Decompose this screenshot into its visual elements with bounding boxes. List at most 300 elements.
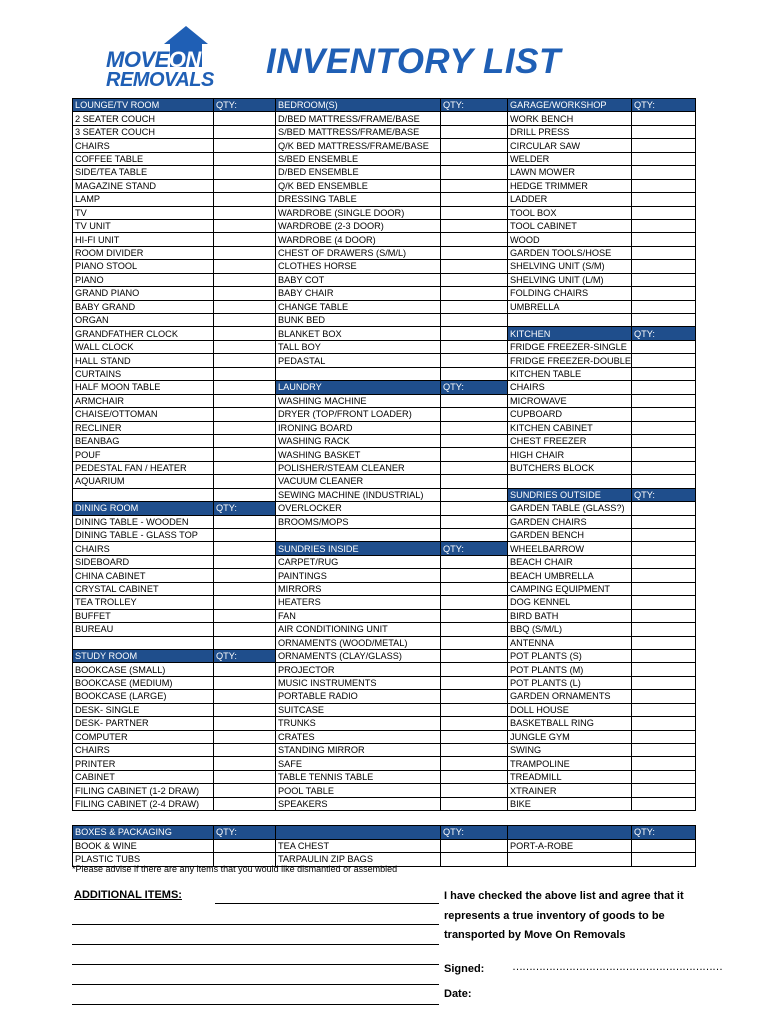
qty-cell[interactable] xyxy=(214,690,276,703)
table-row xyxy=(73,193,696,206)
qty-cell[interactable] xyxy=(214,193,276,206)
item-name: SWING xyxy=(508,744,632,757)
qty-cell[interactable] xyxy=(632,757,696,770)
qty-cell[interactable] xyxy=(632,273,696,286)
qty-cell[interactable] xyxy=(632,582,696,595)
qty-cell[interactable] xyxy=(632,166,696,179)
qty-cell[interactable] xyxy=(214,340,276,353)
qty-cell[interactable] xyxy=(441,300,508,313)
item-name: BIRD BATH xyxy=(508,609,632,622)
qty-cell[interactable] xyxy=(632,839,696,852)
table-row xyxy=(73,448,696,461)
item-name: D/BED MATTRESS/FRAME/BASE xyxy=(276,112,441,125)
qty-cell[interactable] xyxy=(441,367,508,380)
item-name: HIGH CHAIR xyxy=(508,448,632,461)
qty-cell[interactable] xyxy=(632,596,696,609)
item-name: DESK- PARTNER xyxy=(73,717,214,730)
item-name: WELDER xyxy=(508,152,632,165)
qty-header: QTY: xyxy=(441,99,508,112)
item-name: TOOL BOX xyxy=(508,206,632,219)
item-name: HI-FI UNIT xyxy=(73,233,214,246)
qty-cell[interactable] xyxy=(441,166,508,179)
qty-cell[interactable] xyxy=(441,273,508,286)
table-row xyxy=(73,784,696,797)
qty-cell[interactable] xyxy=(441,219,508,232)
table-row xyxy=(73,730,696,743)
qty-cell[interactable] xyxy=(441,152,508,165)
table-row xyxy=(73,703,696,716)
item-name: ARMCHAIR xyxy=(73,394,214,407)
item-name: DESK- SINGLE xyxy=(73,703,214,716)
qty-cell[interactable] xyxy=(441,784,508,797)
item-name: BUTCHERS BLOCK xyxy=(508,461,632,474)
item-name: CHAIRS xyxy=(73,542,214,555)
item-name xyxy=(508,314,632,327)
item-name: GARDEN TABLE (GLASS?) xyxy=(508,502,632,515)
qty-cell[interactable] xyxy=(214,219,276,232)
additional-item-line[interactable] xyxy=(72,984,439,985)
table-row xyxy=(73,381,696,394)
qty-cell[interactable] xyxy=(214,676,276,689)
qty-cell[interactable] xyxy=(441,314,508,327)
table-row xyxy=(73,139,696,152)
item-name: HALL STAND xyxy=(73,354,214,367)
additional-item-line[interactable] xyxy=(72,964,439,965)
qty-cell[interactable] xyxy=(441,193,508,206)
qty-cell[interactable] xyxy=(632,394,696,407)
qty-cell[interactable] xyxy=(632,314,696,327)
qty-cell[interactable] xyxy=(632,690,696,703)
item-name: XTRAINER xyxy=(508,784,632,797)
table-row xyxy=(73,582,696,595)
item-name: PROJECTOR xyxy=(276,663,441,676)
qty-cell[interactable] xyxy=(214,125,276,138)
item-name: DRESSING TABLE xyxy=(276,193,441,206)
qty-cell[interactable] xyxy=(632,125,696,138)
item-name: TRUNKS xyxy=(276,717,441,730)
qty-cell[interactable] xyxy=(214,139,276,152)
qty-cell[interactable] xyxy=(441,408,508,421)
qty-cell[interactable] xyxy=(632,853,696,866)
qty-cell[interactable] xyxy=(214,529,276,542)
additional-item-line[interactable] xyxy=(72,944,439,945)
qty-cell[interactable] xyxy=(214,569,276,582)
qty-cell[interactable] xyxy=(441,853,508,866)
qty-cell[interactable] xyxy=(632,569,696,582)
qty-cell[interactable] xyxy=(441,112,508,125)
item-name: BROOMS/MOPS xyxy=(276,515,441,528)
table-row xyxy=(73,676,696,689)
qty-cell[interactable] xyxy=(214,797,276,810)
table-row xyxy=(73,340,696,353)
table-row xyxy=(73,99,696,112)
qty-cell[interactable] xyxy=(214,839,276,852)
item-name: WASHING BASKET xyxy=(276,448,441,461)
qty-cell[interactable] xyxy=(441,663,508,676)
spacer-cell xyxy=(508,811,632,826)
item-name: BABY GRAND xyxy=(73,300,214,313)
qty-cell[interactable] xyxy=(441,529,508,542)
qty-cell[interactable] xyxy=(214,582,276,595)
item-name: TV UNIT xyxy=(73,219,214,232)
dismantle-note: *Please advise if there are any items that you would like dismantled or assembled xyxy=(72,864,398,874)
qty-cell[interactable] xyxy=(214,300,276,313)
table-row xyxy=(73,354,696,367)
qty-cell[interactable] xyxy=(632,717,696,730)
item-name: ANTENNA xyxy=(508,636,632,649)
qty-cell[interactable] xyxy=(441,676,508,689)
item-name: COFFEE TABLE xyxy=(73,152,214,165)
qty-cell[interactable] xyxy=(214,636,276,649)
qty-cell[interactable] xyxy=(441,569,508,582)
item-name: HALF MOON TABLE xyxy=(73,381,214,394)
qty-cell[interactable] xyxy=(441,839,508,852)
table-row xyxy=(73,206,696,219)
qty-cell[interactable] xyxy=(214,784,276,797)
item-name: CIRCULAR SAW xyxy=(508,139,632,152)
qty-cell[interactable] xyxy=(632,797,696,810)
qty-cell[interactable] xyxy=(214,381,276,394)
item-name: BBQ (S/M/L) xyxy=(508,623,632,636)
item-name: AIR CONDITIONING UNIT xyxy=(276,623,441,636)
qty-cell[interactable] xyxy=(441,179,508,192)
additional-item-line[interactable] xyxy=(215,903,439,904)
signed-label: Signed: xyxy=(444,963,485,975)
section-header-garage: GARAGE/WORKSHOP xyxy=(508,99,632,112)
qty-cell[interactable] xyxy=(632,703,696,716)
item-name: DINING TABLE - GLASS TOP xyxy=(73,529,214,542)
qty-cell[interactable] xyxy=(214,408,276,421)
table-row xyxy=(73,434,696,447)
item-name: PLASTIC TUBS xyxy=(73,853,214,866)
signature-field[interactable]: ……………………………………………………… xyxy=(512,961,722,973)
qty-cell[interactable] xyxy=(441,434,508,447)
item-name: BUREAU xyxy=(73,623,214,636)
qty-cell[interactable] xyxy=(632,179,696,192)
table-row xyxy=(73,555,696,568)
qty-cell[interactable] xyxy=(441,703,508,716)
item-name: WARDROBE (2-3 DOOR) xyxy=(276,219,441,232)
qty-cell[interactable] xyxy=(214,596,276,609)
qty-cell[interactable] xyxy=(214,663,276,676)
qty-cell[interactable] xyxy=(214,394,276,407)
item-name: DOLL HOUSE xyxy=(508,703,632,716)
qty-cell[interactable] xyxy=(441,394,508,407)
item-name: BOOKCASE (SMALL) xyxy=(73,663,214,676)
item-name: FAN xyxy=(276,609,441,622)
section-header-laundry: LAUNDRY xyxy=(276,381,441,394)
qty-cell[interactable] xyxy=(632,300,696,313)
qty-cell[interactable] xyxy=(632,152,696,165)
qty-cell[interactable] xyxy=(441,260,508,273)
qty-cell[interactable] xyxy=(214,555,276,568)
qty-cell[interactable] xyxy=(214,273,276,286)
page-title: INVENTORY LIST xyxy=(266,42,561,81)
qty-cell[interactable] xyxy=(441,649,508,662)
qty-cell[interactable] xyxy=(632,233,696,246)
qty-cell[interactable] xyxy=(441,354,508,367)
item-name xyxy=(508,853,632,866)
item-name: FOLDING CHAIRS xyxy=(508,287,632,300)
item-name: VACUUM CLEANER xyxy=(276,475,441,488)
item-name: IRONING BOARD xyxy=(276,421,441,434)
qty-cell[interactable] xyxy=(214,757,276,770)
item-name: POT PLANTS (L) xyxy=(508,676,632,689)
logo-line2: REMOVALS xyxy=(106,69,214,91)
spacer-cell xyxy=(73,811,214,826)
qty-cell[interactable] xyxy=(214,179,276,192)
qty-cell[interactable] xyxy=(632,193,696,206)
table-row xyxy=(73,179,696,192)
item-name: ORNAMENTS (WOOD/METAL) xyxy=(276,636,441,649)
qty-cell[interactable] xyxy=(632,408,696,421)
qty-cell[interactable] xyxy=(214,448,276,461)
item-name: TEA CHEST xyxy=(276,839,441,852)
qty-cell[interactable] xyxy=(214,260,276,273)
qty-cell[interactable] xyxy=(632,260,696,273)
item-name: FILING CABINET (2-4 DRAW) xyxy=(73,797,214,810)
table-row xyxy=(73,744,696,757)
qty-cell[interactable] xyxy=(632,448,696,461)
spacer-cell xyxy=(276,811,441,826)
qty-cell[interactable] xyxy=(441,609,508,622)
qty-cell[interactable] xyxy=(441,502,508,515)
table-row xyxy=(73,287,696,300)
qty-cell[interactable] xyxy=(632,623,696,636)
qty-cell[interactable] xyxy=(214,327,276,340)
qty-cell[interactable] xyxy=(441,287,508,300)
item-name: DRYER (TOP/FRONT LOADER) xyxy=(276,408,441,421)
qty-cell[interactable] xyxy=(441,636,508,649)
item-name: SIDEBOARD xyxy=(73,555,214,568)
item-name: SIDE/TEA TABLE xyxy=(73,166,214,179)
item-name: GRAND PIANO xyxy=(73,287,214,300)
item-name: DINING TABLE - WOODEN xyxy=(73,515,214,528)
table-row xyxy=(73,394,696,407)
qty-cell[interactable] xyxy=(214,112,276,125)
qty-cell[interactable] xyxy=(441,421,508,434)
item-name: HEATERS xyxy=(276,596,441,609)
item-name: CHAISE/OTTOMAN xyxy=(73,408,214,421)
qty-cell[interactable] xyxy=(214,623,276,636)
qty-cell[interactable] xyxy=(632,649,696,662)
item-name: CLOTHES HORSE xyxy=(276,260,441,273)
qty-cell[interactable] xyxy=(632,354,696,367)
qty-cell[interactable] xyxy=(632,340,696,353)
table-row xyxy=(73,314,696,327)
item-name: WALL CLOCK xyxy=(73,340,214,353)
qty-cell[interactable] xyxy=(214,246,276,259)
item-name: CHAIRS xyxy=(508,381,632,394)
qty-cell[interactable] xyxy=(214,287,276,300)
qty-cell[interactable] xyxy=(214,744,276,757)
qty-cell[interactable] xyxy=(441,206,508,219)
qty-cell[interactable] xyxy=(632,502,696,515)
item-name: CRYSTAL CABINET xyxy=(73,582,214,595)
qty-cell[interactable] xyxy=(214,717,276,730)
item-name: POLISHER/STEAM CLEANER xyxy=(276,461,441,474)
qty-cell[interactable] xyxy=(632,784,696,797)
qty-cell[interactable] xyxy=(441,233,508,246)
qty-header: QTY: xyxy=(214,649,276,662)
item-name: BABY COT xyxy=(276,273,441,286)
item-name: ROOM DIVIDER xyxy=(73,246,214,259)
item-name: RECLINER xyxy=(73,421,214,434)
table-row xyxy=(73,300,696,313)
qty-cell[interactable] xyxy=(214,461,276,474)
qty-cell[interactable] xyxy=(214,367,276,380)
qty-header: QTY: xyxy=(632,488,696,501)
item-name: POT PLANTS (S) xyxy=(508,649,632,662)
item-name: GARDEN CHAIRS xyxy=(508,515,632,528)
qty-cell[interactable] xyxy=(214,488,276,501)
qty-cell[interactable] xyxy=(632,246,696,259)
qty-cell[interactable] xyxy=(632,475,696,488)
qty-cell[interactable] xyxy=(441,717,508,730)
item-name: PORTABLE RADIO xyxy=(276,690,441,703)
qty-cell[interactable] xyxy=(632,663,696,676)
qty-cell[interactable] xyxy=(441,770,508,783)
date-label: Date: xyxy=(444,988,472,1000)
additional-item-line[interactable] xyxy=(72,1004,439,1005)
qty-cell[interactable] xyxy=(632,770,696,783)
qty-cell[interactable] xyxy=(632,421,696,434)
qty-cell[interactable] xyxy=(441,488,508,501)
qty-cell[interactable] xyxy=(632,287,696,300)
item-name: S/BED ENSEMBLE xyxy=(276,152,441,165)
qty-cell[interactable] xyxy=(214,609,276,622)
qty-cell[interactable] xyxy=(214,730,276,743)
qty-header: QTY: xyxy=(441,381,508,394)
item-name: BIKE xyxy=(508,797,632,810)
item-name xyxy=(276,367,441,380)
qty-cell[interactable] xyxy=(632,139,696,152)
qty-cell[interactable] xyxy=(632,542,696,555)
qty-cell[interactable] xyxy=(441,448,508,461)
qty-cell[interactable] xyxy=(441,690,508,703)
qty-header: QTY: xyxy=(214,502,276,515)
section-header-dining: DINING ROOM xyxy=(73,502,214,515)
item-name: UMBRELLA xyxy=(508,300,632,313)
item-name: KITCHEN TABLE xyxy=(508,367,632,380)
qty-header: QTY: xyxy=(632,99,696,112)
table-row xyxy=(73,461,696,474)
table-row xyxy=(73,609,696,622)
qty-cell[interactable] xyxy=(441,327,508,340)
qty-cell[interactable] xyxy=(441,515,508,528)
qty-cell[interactable] xyxy=(632,112,696,125)
item-name: WORK BENCH xyxy=(508,112,632,125)
section-header-study: STUDY ROOM xyxy=(73,649,214,662)
company-logo xyxy=(106,26,214,92)
table-row xyxy=(73,367,696,380)
qty-cell[interactable] xyxy=(441,730,508,743)
qty-cell[interactable] xyxy=(441,246,508,259)
qty-cell[interactable] xyxy=(632,381,696,394)
item-name: SPEAKERS xyxy=(276,797,441,810)
qty-cell[interactable] xyxy=(632,730,696,743)
item-name: POT PLANTS (M) xyxy=(508,663,632,676)
qty-cell[interactable] xyxy=(214,166,276,179)
qty-cell[interactable] xyxy=(632,744,696,757)
qty-cell[interactable] xyxy=(632,529,696,542)
qty-cell[interactable] xyxy=(214,354,276,367)
item-name: AQUARIUM xyxy=(73,475,214,488)
qty-cell[interactable] xyxy=(441,744,508,757)
qty-cell[interactable] xyxy=(214,233,276,246)
qty-cell[interactable] xyxy=(441,475,508,488)
table-row xyxy=(73,421,696,434)
item-name: FRIDGE FREEZER-SINGLE xyxy=(508,340,632,353)
additional-item-line[interactable] xyxy=(72,924,439,925)
item-name: MUSIC INSTRUMENTS xyxy=(276,676,441,689)
item-name: PRINTER xyxy=(73,757,214,770)
item-name: S/BED MATTRESS/FRAME/BASE xyxy=(276,125,441,138)
qty-cell[interactable] xyxy=(214,314,276,327)
qty-cell[interactable] xyxy=(441,125,508,138)
item-name xyxy=(73,488,214,501)
qty-cell[interactable] xyxy=(214,515,276,528)
qty-cell[interactable] xyxy=(214,434,276,447)
qty-cell[interactable] xyxy=(214,475,276,488)
item-name: SAFE xyxy=(276,757,441,770)
item-name: CAMPING EQUIPMENT xyxy=(508,582,632,595)
qty-cell[interactable] xyxy=(214,206,276,219)
qty-cell[interactable] xyxy=(441,340,508,353)
item-name: CHAIRS xyxy=(73,744,214,757)
qty-cell[interactable] xyxy=(441,139,508,152)
qty-cell[interactable] xyxy=(441,797,508,810)
table-row xyxy=(73,475,696,488)
qty-cell[interactable] xyxy=(441,461,508,474)
qty-cell[interactable] xyxy=(214,421,276,434)
qty-cell[interactable] xyxy=(632,676,696,689)
item-name: FRIDGE FREEZER-DOUBLE xyxy=(508,354,632,367)
qty-cell[interactable] xyxy=(632,515,696,528)
qty-cell[interactable] xyxy=(632,609,696,622)
qty-cell[interactable] xyxy=(441,757,508,770)
item-name: HEDGE TRIMMER xyxy=(508,179,632,192)
qty-cell[interactable] xyxy=(214,770,276,783)
item-name: 3 SEATER COUCH xyxy=(73,125,214,138)
qty-cell[interactable] xyxy=(441,623,508,636)
qty-cell[interactable] xyxy=(632,434,696,447)
qty-cell[interactable] xyxy=(632,636,696,649)
spacer-cell xyxy=(441,811,508,826)
item-name: LADDER xyxy=(508,193,632,206)
item-name: ORNAMENTS (CLAY/GLASS) xyxy=(276,649,441,662)
qty-header: QTY: xyxy=(441,826,508,839)
qty-cell[interactable] xyxy=(214,542,276,555)
item-name: CRATES xyxy=(276,730,441,743)
qty-cell[interactable] xyxy=(214,703,276,716)
section-header-bedroom: BEDROOM(S) xyxy=(276,99,441,112)
item-name: PORT-A-ROBE xyxy=(508,839,632,852)
qty-cell[interactable] xyxy=(632,461,696,474)
qty-cell[interactable] xyxy=(441,596,508,609)
qty-cell[interactable] xyxy=(632,219,696,232)
table-row xyxy=(73,260,696,273)
qty-cell[interactable] xyxy=(632,367,696,380)
logo-line1: MOVEON xyxy=(106,47,201,72)
table-row xyxy=(73,839,696,852)
qty-cell[interactable] xyxy=(632,206,696,219)
qty-cell[interactable] xyxy=(441,582,508,595)
qty-cell[interactable] xyxy=(632,555,696,568)
qty-cell[interactable] xyxy=(214,152,276,165)
qty-cell[interactable] xyxy=(441,555,508,568)
item-name: CHINA CABINET xyxy=(73,569,214,582)
